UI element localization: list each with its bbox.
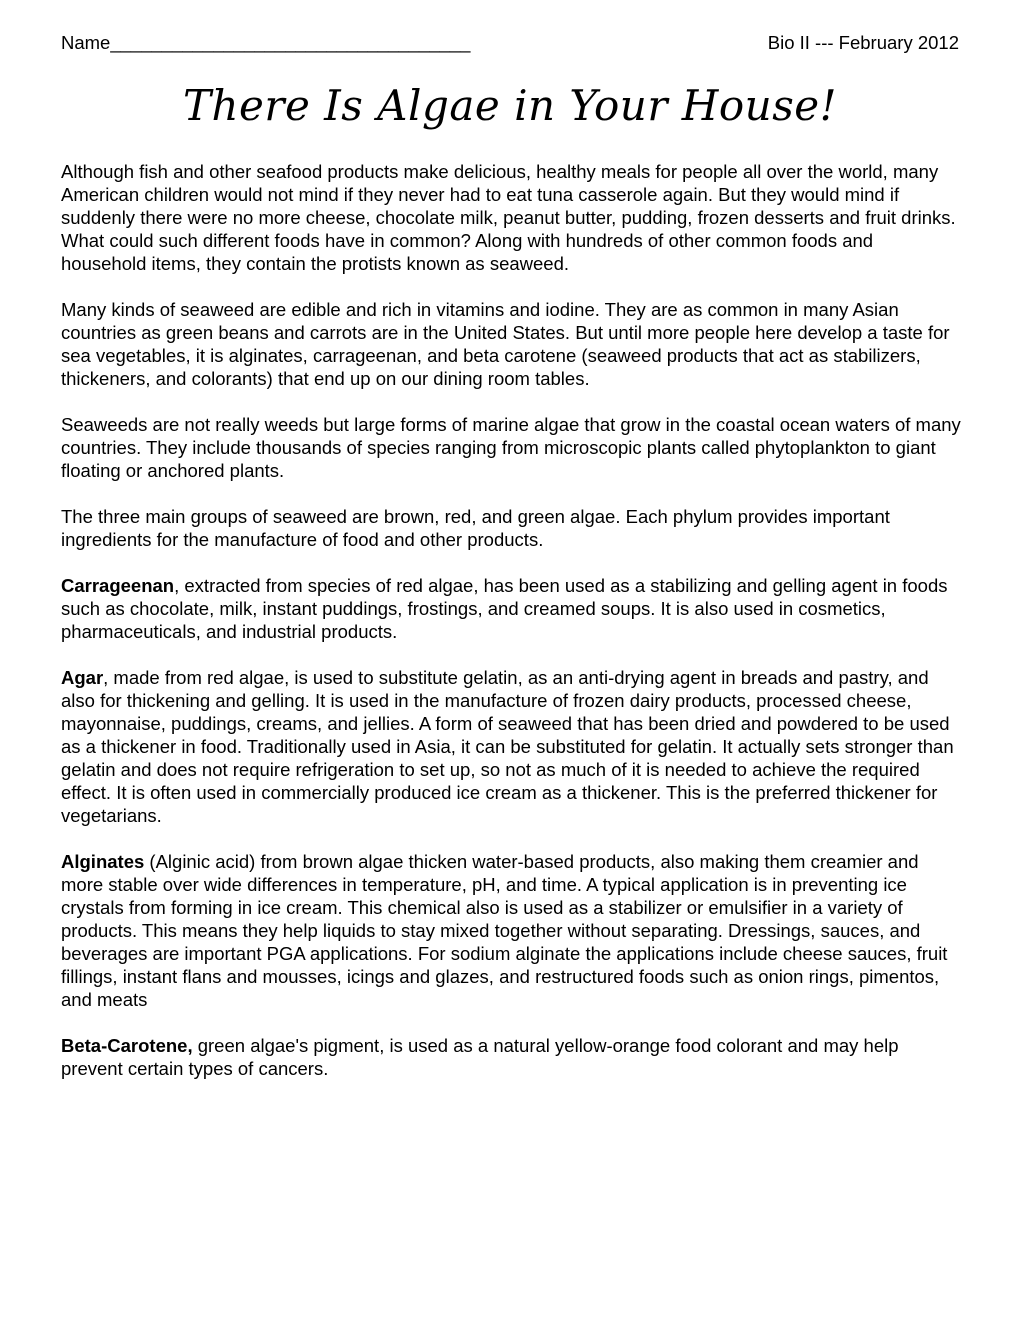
paragraph-text: green algae's pigment, is used as a natural yellow-orange food colorant and may help prevent certain types of cancers.	[61, 1035, 899, 1079]
name-field-label: Name___________________________________	[61, 32, 471, 53]
term-agar: Agar	[61, 667, 104, 688]
paragraph-text: (Alginic acid) from brown algae thicken water-based products, also making them creamier and more stable over wide differences in temperature, pH, and time. A typical application is in preventing ice crystals from forming in ice cream. This chemical also is used as a stabilizer or emulsifier in a variety of products. This means they help liquids to stay mixed together without separating. Dressings, sauces, and beverages are important PGA applications. For sodium alginate the applications include cheese sauces, fruit fillings, instant flans and mousses, icings and glazes, and restructured foods such as onion rings, pimentos, and meats	[61, 851, 948, 1010]
article-body	[61, 160, 961, 1103]
term-alginates: Alginates	[61, 851, 145, 872]
paragraph-agar	[61, 666, 961, 827]
paragraph-text: , made from red algae, is used to substitute gelatin, as an anti-drying agent in breads and pastry, and also for thickening and gelling. It is used in the manufacture of frozen dairy products, processed cheese, mayonnaise, puddings, creams, and jellies. A form of seaweed that has been dried and powdered to be used as a thickener in food. Traditionally used in Asia, it can be substituted for gelatin. It actually sets stronger than gelatin and does not require refrigeration to set up, so not as much of it is needed to achieve the required effect. It is often used in commercially produced ice cream as a thickener. This is the preferred thickener for vegetarians.	[61, 667, 954, 826]
paragraph-text: Although fish and other seafood products make delicious, healthy meals for people all over the world, many American children would not mind if they never had to eat tuna casserole again. But they would mind if suddenly there were no more cheese, chocolate milk, peanut butter, pudding, frozen desserts and fruit drinks. What could such different foods have in common? Along with hundreds of other common foods and household items, they contain the protists known as seaweed.	[61, 161, 956, 274]
paragraph-text: The three main groups of seaweed are brown, red, and green algae. Each phylum provides important ingredients for the manufacture of food and other products.	[61, 506, 890, 550]
paragraph-text: Seaweeds are not really weeds but large forms of marine algae that grow in the coastal ocean waters of many countries. They include thousands of species ranging from microscopic plants called phytoplankton to giant floating or anchored plants.	[61, 414, 961, 481]
page-title: There Is Algae in Your House!	[182, 81, 837, 130]
paragraph-seaweeds-definition	[61, 413, 961, 482]
paragraph-beta-carotene	[61, 1034, 961, 1080]
worksheet-header	[61, 31, 959, 55]
paragraph-main-groups	[61, 505, 961, 551]
paragraph-text: , extracted from species of red algae, has been used as a stabilizing and gelling agent in foods such as chocolate, milk, instant puddings, frostings, and creamed soups. It is also used in cosmetics, pharmaceuticals, and industrial products.	[61, 575, 948, 642]
term-beta-carotene: Beta-Carotene,	[61, 1035, 193, 1056]
paragraph-intro	[61, 160, 961, 275]
paragraph-carrageenan	[61, 574, 961, 643]
paragraph-alginates	[61, 850, 961, 1011]
paragraph-text: Many kinds of seaweed are edible and rich in vitamins and iodine. They are as common in many Asian countries as green beans and carrots are in the United States. But until more people here develop a taste for sea vegetables, it is alginates, carrageenan, and beta carotene (seaweed products that act as stabilizers, thickeners, and colorants) that end up on our dining room tables.	[61, 299, 950, 389]
course-date-label: Bio II --- February 2012	[767, 32, 959, 53]
term-carrageenan: Carrageenan	[61, 575, 175, 596]
paragraph-edible-seaweed	[61, 298, 961, 390]
